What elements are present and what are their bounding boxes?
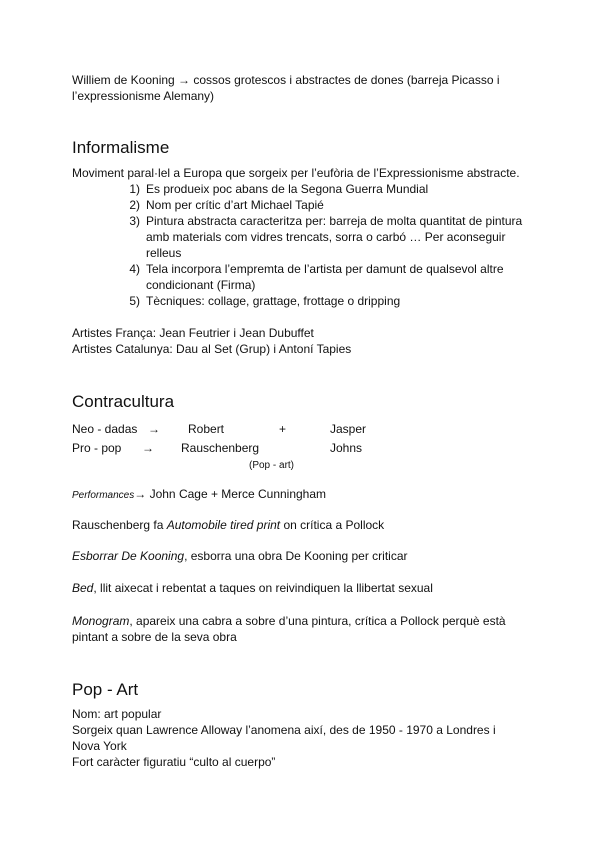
plus-sign: + <box>279 422 287 436</box>
list-item-number: 1) <box>129 182 140 196</box>
list-item-number: 4) <box>129 262 140 276</box>
list-item-text: relleus <box>146 246 182 260</box>
intro-line-1: Williem de Kooning → cossos grotescos i abstractes de dones (barreja Picasso i <box>72 73 500 87</box>
artwork-title: Automobile tired print <box>166 518 281 532</box>
intro-line-2: l’expressionisme Alemany) <box>72 89 215 103</box>
text-span: , apareix una cabra a sobre d’una pintura, crítica a Pollock perquè està <box>129 614 506 628</box>
paragraph-monogram <box>72 613 506 629</box>
arrow-icon: → <box>148 422 160 436</box>
paragraph-automobile <box>72 517 384 533</box>
neo-dadas-label: Neo - dadas <box>72 422 138 436</box>
artwork-title: Esborrar De Kooning <box>72 549 185 563</box>
pro-pop-label: Pro - pop <box>72 441 122 455</box>
list-item-text: amb materials com vidres trencats, sorra o carbó … Per aconseguir <box>146 230 506 244</box>
list-item-text: Pintura abstracta caracteritza per: barreja de molta quantitat de pintura <box>146 214 523 228</box>
list-item-number: 2) <box>129 198 140 212</box>
pop-art-line-1: Nom: art popular <box>72 707 162 721</box>
rauschenberg-label: Rauschenberg <box>181 441 260 455</box>
pop-art-line-3: Fort caràcter figuratiu “culto al cuerpo” <box>72 755 276 769</box>
johns-label: Johns <box>330 441 363 455</box>
artists-france: Artistes França: Jean Feutrier i Jean Dubuffet <box>72 326 314 340</box>
paragraph-monogram-cont: pintant a sobre de la seva obra <box>72 630 237 644</box>
arrow-icon: → <box>142 441 154 455</box>
pop-art-line-2: Sorgeix quan Lawrence Alloway l’anomena així, des de 1950 - 1970 a Londres i <box>72 723 496 737</box>
paragraph-bed <box>72 580 433 596</box>
text-span: Rauschenberg fa <box>72 518 167 532</box>
text-span: , llit aixecat i rebentat a taques on reivindiquen la llibertat sexual <box>93 581 433 595</box>
list-item-text: Tela incorpora l’empremta de l’artista per damunt de qualsevol altre <box>146 262 504 276</box>
list-item-text: condicionant (Firma) <box>146 278 256 292</box>
list-item-text: Tècniques: collage, grattage, frottage o dripping <box>146 294 401 308</box>
performances-line <box>72 486 326 504</box>
informalisme-description: Moviment paral·lel a Europa que sorgeix per l’eufòria de l’Expressionisme abstracte. <box>72 166 520 180</box>
performances-text: → John Cage + Merce Cunningham <box>134 487 327 501</box>
pop-art-heading: Pop - Art <box>72 680 139 699</box>
pop-art-line-2-cont: Nova York <box>72 739 127 753</box>
text-span: on crítica a Pollock <box>280 518 385 532</box>
text-span: , esborra una obra De Kooning per criticar <box>184 549 408 563</box>
list-item-number: 5) <box>129 294 140 308</box>
artists-catalonia: Artistes Catalunya: Dau al Set (Grup) i Antoní Tapies <box>72 342 352 356</box>
jasper-label: Jasper <box>330 422 367 436</box>
paragraph-esborrar <box>72 548 408 564</box>
list-item-text: Es produeix poc abans de la Segona Guerra Mundial <box>146 182 429 196</box>
performances-label: Performances <box>72 490 135 501</box>
artwork-title: Monogram <box>72 614 130 628</box>
list-item-text: Nom per crític d’art Michael Tapié <box>146 198 324 212</box>
robert-label: Robert <box>188 422 225 436</box>
pop-art-note: (Pop - art) <box>249 460 295 471</box>
list-item-number: 3) <box>129 214 140 228</box>
contracultura-heading: Contracultura <box>72 392 175 411</box>
informalisme-heading: Informalisme <box>72 138 170 157</box>
artwork-title: Bed <box>72 581 94 595</box>
